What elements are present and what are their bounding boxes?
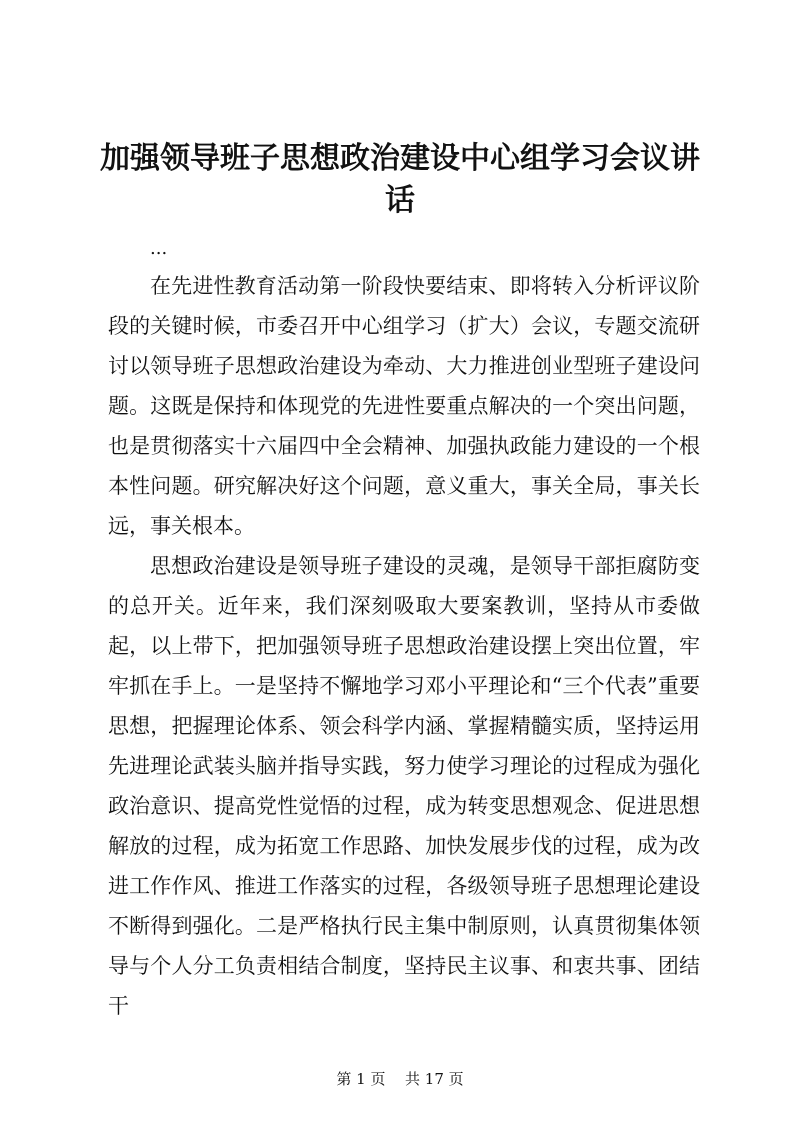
page-number: 第 1 页	[336, 1070, 386, 1088]
page-footer	[0, 1069, 800, 1089]
document-title: 加强领导班子思想政治建设中心组学习会议讲话	[100, 141, 700, 218]
paragraph-2: 思想政治建设是领导班子建设的灵魂，是领导干部拒腐防变的总开关。近年来，我们深刻吸取大要案教训，坚持从市委做起，以上带下，把加强领导班子思想政治建设摆上突出位置，牢牢抓在手上。一是坚持不懈地学习邓小平理论和“三个代表”重要思想，把握理论体系、领会科学内涵、掌握精髓实质，坚持运用先进理论武装头脑并指导实践，努力使学习理论的过程成为强化政治意识、提高党性觉悟的过程，成为转变思想观念、促进思想解放的过程，成为拓宽工作思路、加快发展步伐的过程，成为改进工作作风、推进工作落实的过程，各级领导班子思想理论建设不断得到强化。二是严格执行民主集中制原则，认真贯彻集体领导与个人分工负责相结合制度，坚持民主议事、和衷共事、团结干	[108, 554, 700, 1018]
page-total: 共 17 页	[405, 1070, 464, 1088]
paragraph-1: 在先进性教育活动第一阶段快要结束、即将转入分析评议阶段的关键时候，市委召开中心组学习（扩大）会议，专题交流研讨以领导班子思想政治建设为牵动、大力推进创业型班子建设问题。这既是保持和体现党的先进性要重点解决的一个突出问题，也是贯彻落实十六届四中全会精神、加强执政能力建设的一个根本性问题。研究解决好这个问题，意义重大，事关全局，事关长远，事关根本。	[108, 274, 700, 538]
document-body	[108, 266, 700, 1026]
document-ellipsis: ...	[150, 238, 168, 259]
